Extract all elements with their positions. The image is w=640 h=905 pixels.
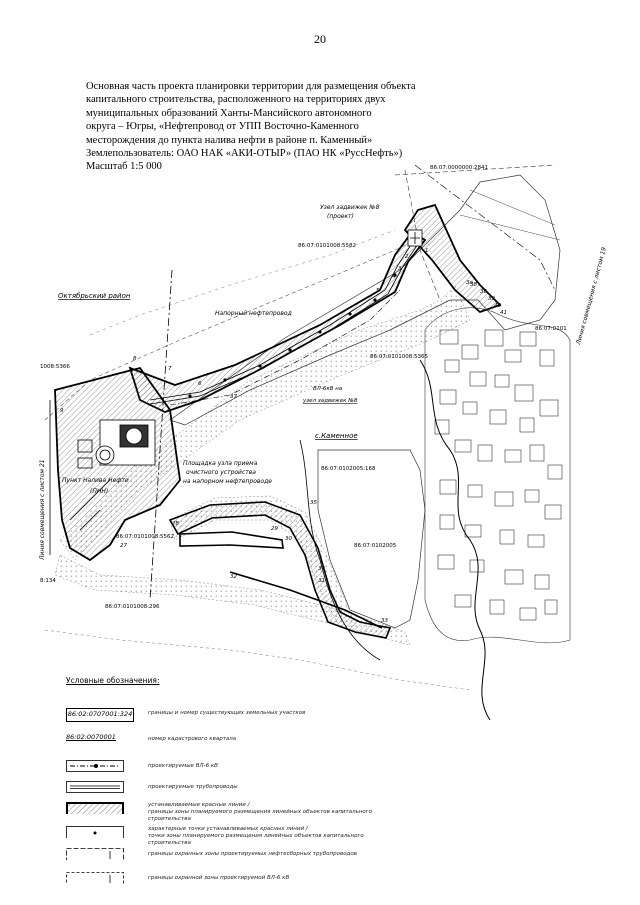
legend-text: границы охранных зоны проектируемых нефтесборных трубопроводов <box>148 851 357 857</box>
header-line: муниципальных образований Ханты-Мансийского автономного <box>86 107 372 119</box>
legend-point-symbol <box>66 826 124 838</box>
district-label: Октябрьский район <box>58 292 131 300</box>
legend-text: проектируемые ВЛ-6 кВ <box>148 763 218 769</box>
site-label: Площадка узла приема <box>183 460 258 467</box>
station-label: Пункт Налива Нефти <box>62 477 129 484</box>
legend-parcel-symbol: 86:02:0707001:324 <box>66 708 134 722</box>
power-line-label: узел задвижек №8 <box>303 398 358 404</box>
point-number: 31 <box>318 578 325 584</box>
point-number: 32 <box>230 574 237 580</box>
point-number: 8 <box>133 356 137 362</box>
legend-text: устанавливаемые красные линии / <box>148 802 250 808</box>
point-number: 7 <box>168 366 172 372</box>
match-label-right: Линия совмещения с листом 19 <box>575 246 608 346</box>
red-line-corridor <box>180 532 283 548</box>
legend-red-line-symbol <box>66 802 124 814</box>
point-number: 3 <box>398 266 402 272</box>
point-number: 41 <box>500 310 507 316</box>
parcel-number: 86:07:0101008:5562 <box>116 534 175 540</box>
parcel-number: 86:07:0101008:5582 <box>298 243 357 249</box>
site-label: на напорном нефтепроводе <box>183 478 272 485</box>
point-number: 5 <box>376 288 380 294</box>
legend-text: границы зоны планируемого размещения линейных объектов капитального строительства <box>148 809 373 822</box>
parcel-number: 86:07:0102005 <box>354 543 397 549</box>
legend-pipeline-symbol <box>66 781 124 793</box>
point-number: 37 <box>230 394 237 400</box>
scale-line: Масштаб 1:5 000 <box>86 161 162 173</box>
village-buildings <box>425 308 570 643</box>
point-number: 30 <box>285 536 292 542</box>
parcel-number: 86:07:0102005:168 <box>321 466 376 472</box>
point-number: 36 <box>480 289 487 295</box>
point-number: 29 <box>271 526 278 532</box>
river <box>420 360 490 720</box>
point-number: 4 <box>392 274 396 280</box>
point-number: 38 <box>470 282 477 288</box>
point-number: 35 <box>310 500 317 506</box>
power-line-label: ВЛ-6кВ на <box>313 386 343 392</box>
pipeline-label: Напорный нефтепровод <box>215 310 292 317</box>
header-line: Землепользователь: ОАО НАК «АКИ-ОТЫР» (ПАО НК «РусcНефть») <box>86 148 403 160</box>
site-label: очистного устройства <box>186 469 256 476</box>
point-number: 34 <box>318 566 325 572</box>
point-number: 39 <box>488 296 495 302</box>
point-number: 33 <box>381 618 388 624</box>
legend-text: характерные точки устанавливаемых красных линий / <box>148 826 308 832</box>
header-line: округа – Югры, «Нефтепровод от УПП Восточно-Каменного <box>86 121 359 133</box>
page-number: 20 <box>314 32 326 46</box>
parcel-number: 86:07:0101 <box>535 326 567 332</box>
parcel-number: 86:07:0101008:5365 <box>370 354 429 360</box>
parcel-number: 8:134 <box>40 578 56 584</box>
point-number: 27 <box>120 543 127 549</box>
point-number: 28 <box>172 521 179 527</box>
legend-text: проектируемые трубопроводы <box>148 784 238 790</box>
header-line: капитального строительства, расположенного на территориях двух <box>86 94 386 106</box>
existing-parcel-boundary <box>460 190 560 240</box>
valve-node-8 <box>408 230 422 246</box>
parcel-number: 86:07:0000000:2841 <box>430 165 489 171</box>
legend-text: номер кадастрового квартала <box>148 736 237 742</box>
legend-text: границы охранной зоны проектируемой ВЛ-6 кВ <box>148 875 290 881</box>
point-number: 40 <box>494 303 501 309</box>
village-label: с.Каменное <box>315 432 358 440</box>
header-line: Основная часть проекта планировки территории для размещения объекта <box>86 81 416 92</box>
header-line: месторождения до пункта налива нефти в районе п. Каменный» <box>86 134 373 146</box>
station-label: (ПНН) <box>90 488 109 495</box>
point-number: 3a <box>466 280 473 286</box>
parcel-number: 86:07:0101008:296 <box>105 604 160 610</box>
point-number: 9 <box>60 408 64 414</box>
node-sublabel: (проект) <box>327 213 354 220</box>
legend-pipeline-zone-symbol <box>66 848 124 860</box>
match-label-left: Линия совмещения с листом 21 <box>39 459 46 560</box>
legend-text: точки зоны планируемого размещения линейных объектов капитального строительства <box>148 833 364 846</box>
point-number: 6 <box>198 381 202 387</box>
point-number: 2 <box>405 254 409 260</box>
parcel-number: 1008:5366 <box>40 364 70 370</box>
legend-powerline-zone-symbol <box>66 872 124 884</box>
legend-power-line-symbol <box>66 760 124 772</box>
legend-title: Условные обозначения: <box>66 676 160 685</box>
legend-quarter-symbol: 86:02:0070001 <box>66 733 116 741</box>
point-number: 1 <box>425 248 429 254</box>
legend-text: границы и номер существующих земельных участков <box>148 710 306 716</box>
node-label: Узел задвижек №8 <box>320 204 380 211</box>
